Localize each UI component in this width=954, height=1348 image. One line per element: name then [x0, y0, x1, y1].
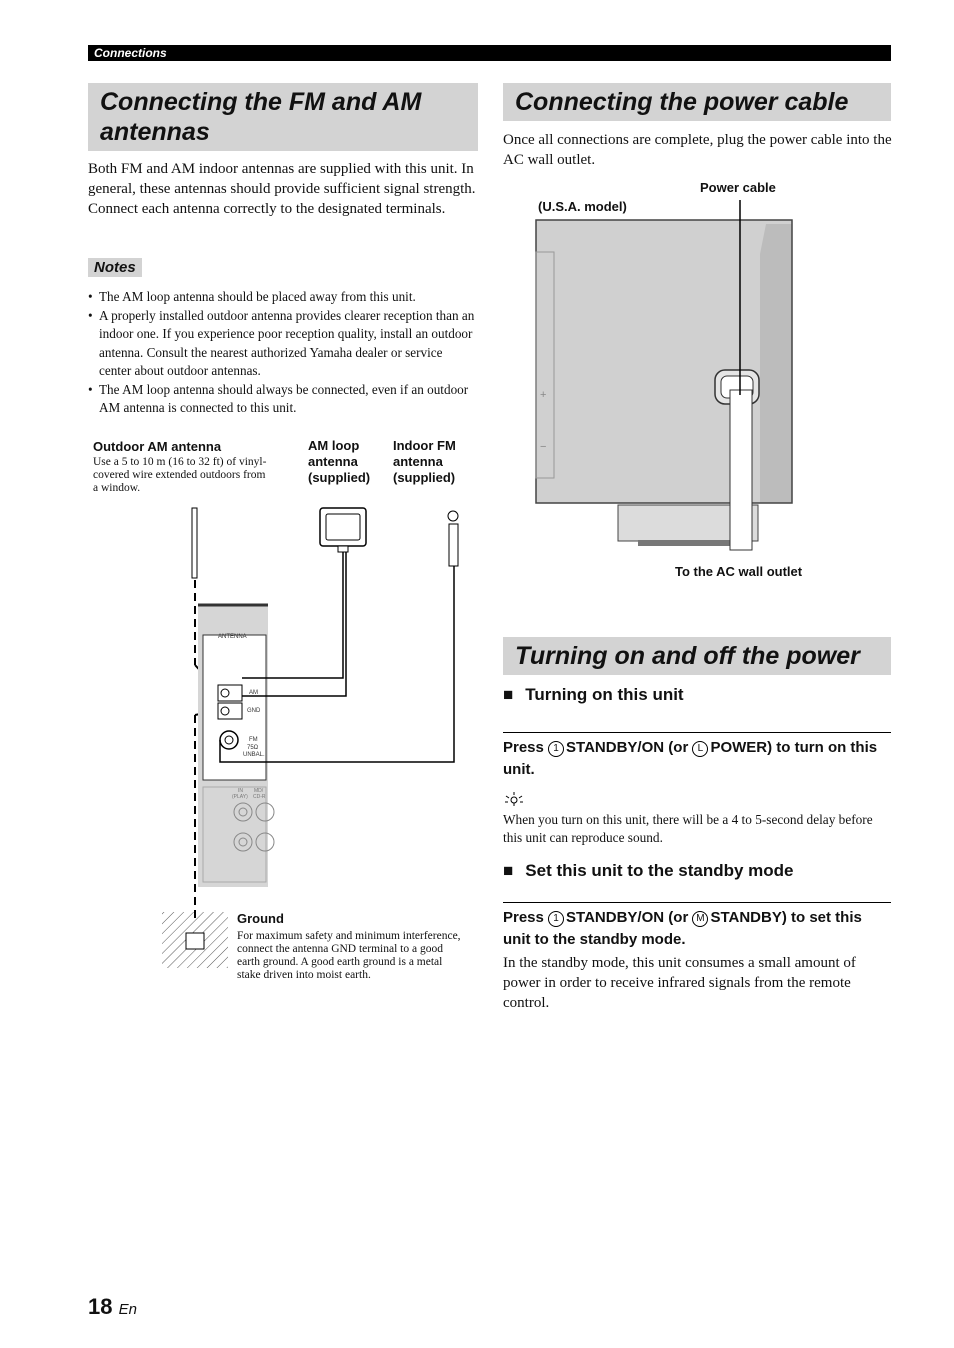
- standby-body: In the standby mode, this unit consumes a small amount of power in order to receive infrared signals from the remote control.: [503, 955, 856, 1011]
- square-bullet-icon: ■: [503, 685, 514, 704]
- square-bullet-icon: ■: [503, 861, 514, 880]
- panel-antenna-label: ANTENNA: [218, 634, 247, 640]
- panel-am-label: AM: [249, 690, 258, 696]
- panel-gnd-label: GND: [247, 708, 261, 714]
- antenna-intro: Both FM and AM indoor antennas are supplied with this unit. In general, these antennas should provide sufficient signal strength. Connect each antenna correctly to the designated terminals.: [88, 161, 476, 217]
- page-number: 18 En: [88, 1294, 137, 1319]
- turning-on-heading: [503, 685, 684, 705]
- standby-heading-text: Set this unit to the standby mode: [525, 861, 794, 880]
- key-number-icon: 1: [548, 911, 564, 927]
- language-code: En: [118, 1301, 137, 1318]
- panel-75-label: 75Ω: [247, 745, 259, 751]
- turning-section-title: Turning on and off the power: [503, 637, 891, 675]
- indoor-fm-label: Indoor FM antenna (supplied): [393, 438, 456, 485]
- panel-fm-label: FM: [249, 737, 258, 743]
- tip-text: When you turn on this unit, there will be a 4 to 5-second delay before this unit can reproduce sound.: [503, 812, 873, 845]
- panel-play-label: (PLAY): [232, 794, 248, 800]
- note-item: • The AM loop antenna should be placed away from this unit.: [88, 288, 476, 307]
- key-number-icon: 1: [548, 741, 564, 757]
- note-item: • The AM loop antenna should always be connected, even if an outdoor AM antenna is connected to this unit.: [88, 381, 476, 418]
- antenna-section-title: Connecting the FM and AM antennas: [88, 83, 478, 151]
- panel-in-label: IN: [238, 788, 243, 794]
- divider: [503, 732, 891, 733]
- wall-outlet-label: To the AC wall outlet: [675, 564, 803, 579]
- panel-md-label: MD/: [254, 788, 264, 794]
- notes-list: [88, 288, 476, 418]
- svg-text:−: −: [540, 441, 547, 453]
- outdoor-am-desc: Use a 5 to 10 m (16 to 32 ft) of vinyl-covered wire extended outdoors from a window.: [93, 456, 267, 494]
- antenna-diagram: [150, 500, 480, 980]
- turning-on-heading-text: Turning on this unit: [525, 685, 684, 704]
- divider: [503, 902, 891, 903]
- section-header: Connections: [88, 45, 891, 61]
- standby-instruction: Press 1 STANDBY/ON (or M STANDBY) to set this unit to the standby mode.: [503, 909, 862, 948]
- power-section-title: Connecting the power cable: [503, 83, 891, 121]
- panel-cdr-label: CD-R: [253, 794, 266, 800]
- key-letter-icon: L: [692, 741, 708, 757]
- notes-label: Notes: [88, 258, 142, 277]
- key-letter-icon: M: [692, 911, 708, 927]
- ground-label: Ground: [237, 911, 284, 926]
- panel-unbal-label: UNBAL.: [243, 752, 265, 758]
- standby-heading: [503, 861, 794, 881]
- tip-lightbulb-icon: [503, 791, 525, 807]
- power-intro: Once all connections are complete, plug the power cable into the AC wall outlet.: [503, 132, 892, 168]
- svg-text:+: +: [540, 389, 547, 401]
- note-item: • A properly installed outdoor antenna provides clearer reception than an indoor one. If you experience poor reception quality, install an outdoor antenna. Consult the nearest authorized Yamaha dealer or service center about outdoor antennas.: [88, 307, 476, 381]
- outdoor-am-label: Outdoor AM antenna: [93, 439, 222, 454]
- ground-desc: For maximum safety and minimum interference, connect the antenna GND terminal to a good earth ground. A good earth ground is a metal stake driven into moist earth.: [237, 930, 461, 981]
- am-loop-label: AM loop antenna (supplied): [308, 438, 371, 485]
- power-cable-label: Power cable: [700, 180, 776, 195]
- power-cable-diagram: [530, 200, 800, 565]
- turn-on-instruction: Press 1 STANDBY/ON (or L POWER) to turn on this unit.: [503, 739, 878, 778]
- usa-model-label: (U.S.A. model): [538, 199, 627, 214]
